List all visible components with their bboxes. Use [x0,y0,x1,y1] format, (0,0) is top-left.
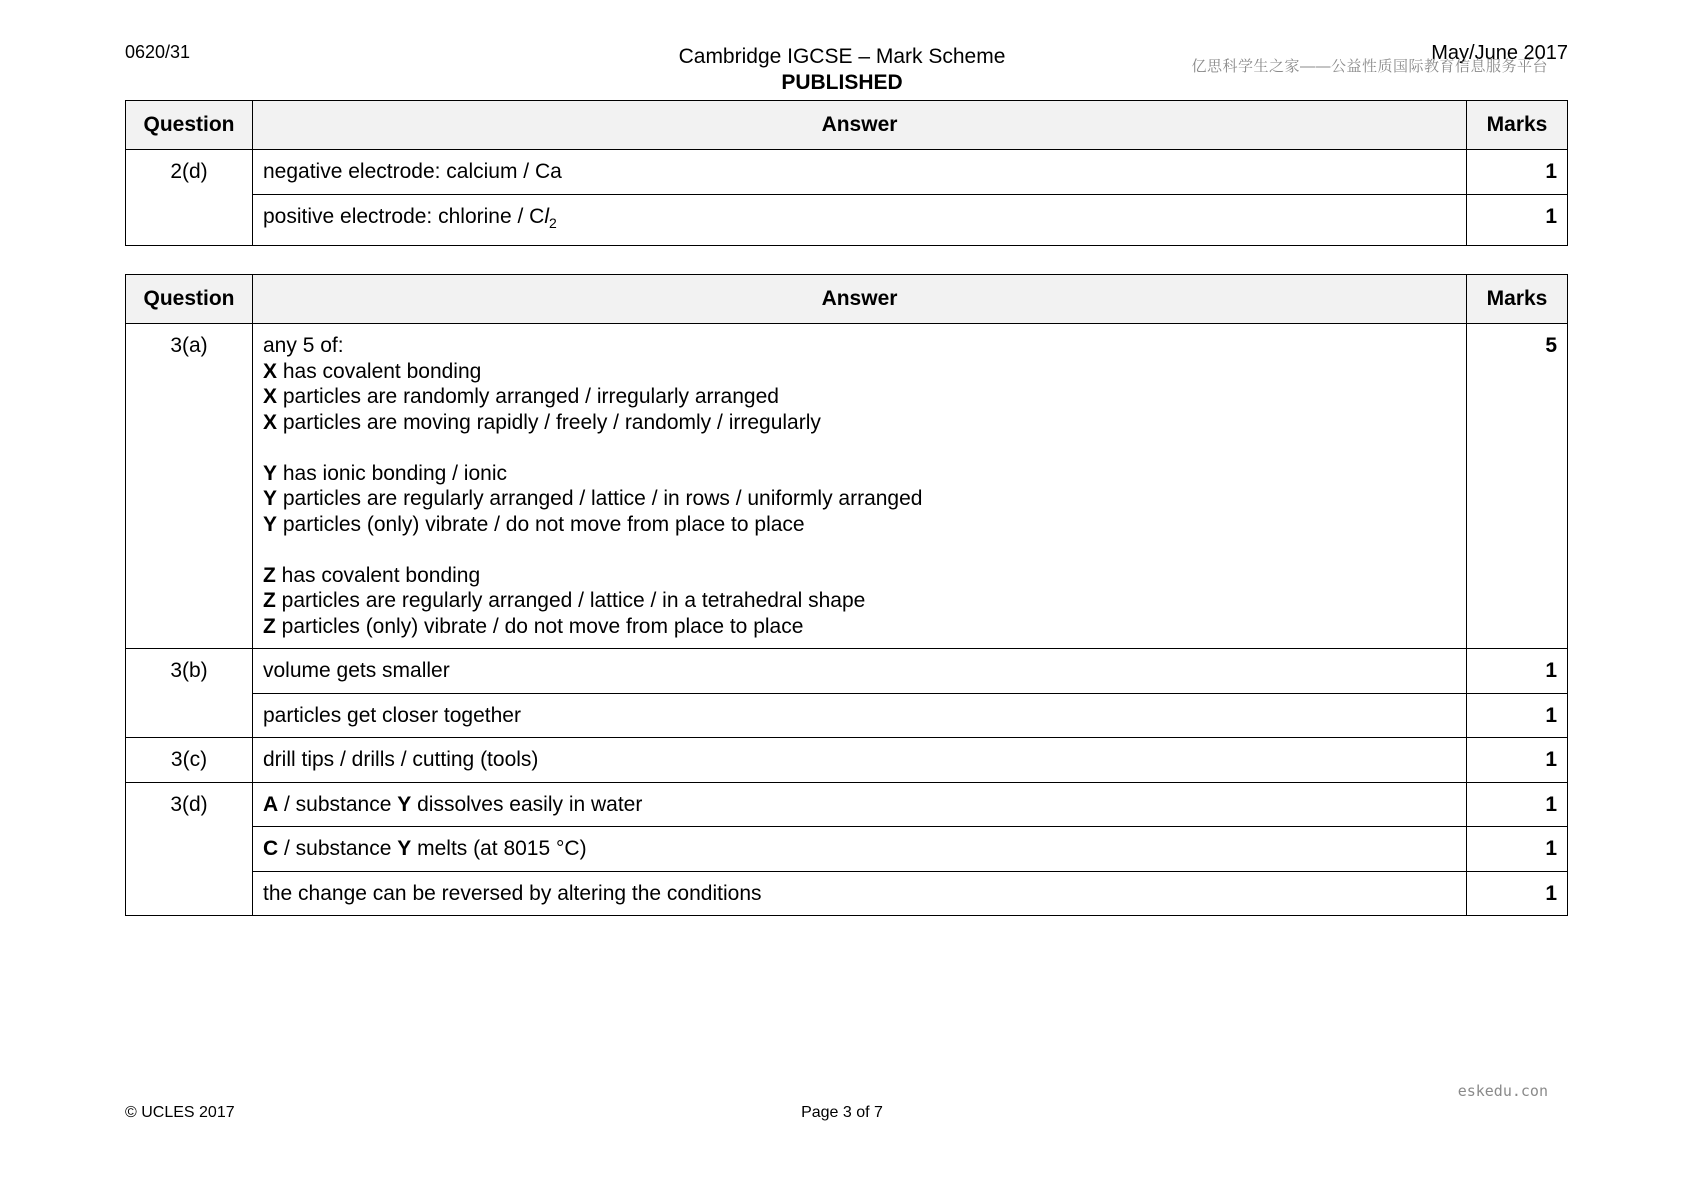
answer-line [263,486,1456,512]
table-row [126,693,1568,738]
substance-label: Z [263,589,276,612]
question-number: 3(c) [126,738,253,783]
col-marks: Marks [1467,101,1568,150]
col-marks: Marks [1467,275,1568,324]
substance-label: X [263,410,278,434]
table-row-3a [126,324,1568,649]
answer-text: has covalent bonding [275,563,481,587]
answer-text: particles are regularly arranged / lattice / in a tetrahedral shape [275,589,866,612]
col-answer: Answer [253,275,1467,324]
answer-text: particles (only) vibrate / do not move from place to place [277,512,805,536]
answer-cell: particles get closer together [253,693,1467,738]
marks-cell: 1 [1467,738,1568,783]
answer-cell [253,782,1467,827]
answer-line [263,461,1456,487]
marks-cell: 1 [1467,827,1568,872]
answer-text: has covalent bonding [277,359,482,383]
label-bold: C [263,837,279,860]
substance-label: X [263,359,278,383]
answer-line [263,384,1456,410]
marks-cell: 1 [1467,871,1568,916]
substance-label: X [263,385,278,408]
watermark-text: 亿思科学生之家——公益性质国际教育信息服务平台 [1191,58,1548,75]
answer-text: positive electrode: chlorine / C [263,204,545,228]
answer-text: particles are randomly arranged / irregularly arranged [277,385,779,408]
table-row-3b [126,649,1568,694]
marks-cell: 1 [1467,150,1568,195]
col-question: Question [126,275,253,324]
answer-text: has ionic bonding / ionic [277,461,508,485]
substance-label: Z [263,614,276,638]
table-row [126,150,1568,195]
substance-label: Z [263,563,276,587]
page-number: Page 3 of 7 [801,1104,883,1121]
marks-cell: 1 [1467,649,1568,694]
answer-cell: drill tips / drills / cutting (tools) [253,738,1467,783]
answer-italic: l [544,204,549,228]
answer-cell: the change can be reversed by altering the conditions [253,871,1467,916]
exam-session: May/June 2017 [1431,42,1568,64]
answer-text: melts (at 8015 °C) [411,837,587,860]
question-number: 3(a) [126,324,253,649]
answer-line [263,563,1456,589]
label-bold: A [263,792,279,816]
table-row-3d [126,782,1568,827]
answer-line [263,359,1456,385]
copyright: © UCLES 2017 [125,1104,235,1121]
marks-cell: 5 [1467,324,1568,649]
substance-label: Y [397,792,412,816]
table-row [126,871,1568,916]
document-title: Cambridge IGCSE – Mark Scheme [678,45,1006,68]
answer-subscript: 2 [548,214,557,231]
question-number: 3(b) [126,649,253,738]
answer-cell: volume gets smaller [253,649,1467,694]
answer-text: particles are moving rapidly / freely / randomly / irregularly [277,410,821,434]
answer-cell [253,324,1467,649]
answer-line [263,410,1456,436]
publication-status: PUBLISHED [781,71,903,94]
mark-scheme-table-q2 [125,100,1568,246]
answer-text: / substance [278,837,398,860]
answer-line [263,588,1456,614]
answer-line [263,512,1456,538]
substance-label: Y [263,487,278,510]
answer-text: particles are regularly arranged / lattice / in rows / uniformly arranged [277,487,923,510]
paper-code: 0620/31 [125,42,191,62]
mark-scheme-table-q3 [125,274,1568,916]
answer-cell [253,194,1467,246]
answer-cell [253,827,1467,872]
answer-line [263,614,1456,640]
answer-text: / substance [278,792,398,816]
site-watermark: eskedu.con [1457,1082,1548,1100]
substance-label: Y [263,461,278,485]
answer-intro: any 5 of: [263,334,344,357]
table-header-row [126,275,1568,324]
answer-cell: negative electrode: calcium / Ca [253,150,1467,195]
col-question: Question [126,101,253,150]
substance-label: Y [263,512,278,536]
answer-text: dissolves easily in water [411,792,643,816]
table-header-row [126,101,1568,150]
marks-cell: 1 [1467,194,1568,246]
table-row [126,194,1568,246]
table-row [126,827,1568,872]
col-answer: Answer [253,101,1467,150]
answer-text: particles (only) vibrate / do not move from place to place [275,614,804,638]
marks-cell: 1 [1467,693,1568,738]
marks-cell: 1 [1467,782,1568,827]
question-number: 3(d) [126,782,253,916]
substance-label: Y [397,837,412,860]
question-number: 2(d) [126,150,253,246]
table-row-3c [126,738,1568,783]
